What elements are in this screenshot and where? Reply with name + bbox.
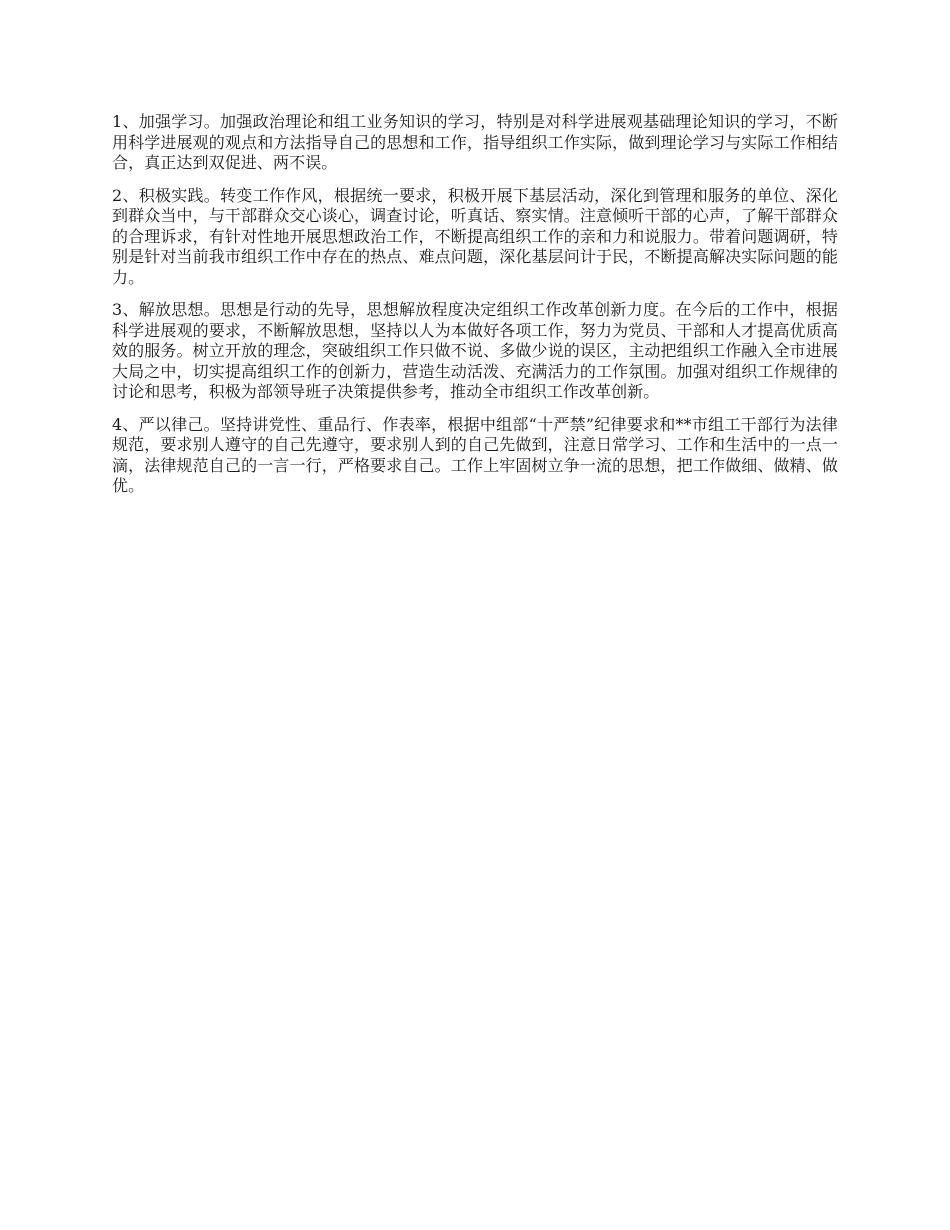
document-page [112,112,838,509]
paragraph-study: 1、加强学习。加强政治理论和组工业务知识的学习，特别是对科学进展观基础理论知识的学习，不断用科学进展观的观点和方法指导自己的思想和工作，指导组织工作实际，做到理论学习与实际工作相结合，真正达到双促进、两不误。 [112,112,838,172]
paragraph-self-discipline: 4、严以律己。坚持讲党性、重品行、作表率，根据中组部“十严禁”纪律要求和**市组工干部行为法律规范，要求别人遵守的自己先遵守，要求别人到的自己先做到，注意日常学习、工作和生活中的一点一滴，法律规范自己的一言一行，严格要求自己。工作上牢固树立争一流的思想，把工作做细、做精、做优。 [112,414,838,495]
paragraph-emancipate-mind: 3、解放思想。思想是行动的先导，思想解放程度决定组织工作改革创新力度。在今后的工作中，根据科学进展观的要求，不断解放思想，坚持以人为本做好各项工作，努力为党员、干部和人才提高优质高效的服务。树立开放的理念，突破组织工作只做不说、多做少说的误区，主动把组织工作融入全市进展大局之中，切实提高组织工作的创新力，营造生动活泼、充满活力的工作氛围。加强对组织工作规律的讨论和思考，积极为部领导班子决策提供参考，推动全市组织工作改革创新。 [112,300,838,401]
paragraph-practice: 2、积极实践。转变工作作风，根据统一要求，积极开展下基层活动，深化到管理和服务的单位、深化到群众当中，与干部群众交心谈心，调查讨论，听真话、察实情。注意倾听干部的心声，了解干部群众的合理诉求，有针对性地开展思想政治工作，不断提高组织工作的亲和力和说服力。带着问题调研，特别是针对当前我市组织工作中存在的热点、难点问题，深化基层问计于民，不断提高解决实际问题的能力。 [112,185,838,287]
